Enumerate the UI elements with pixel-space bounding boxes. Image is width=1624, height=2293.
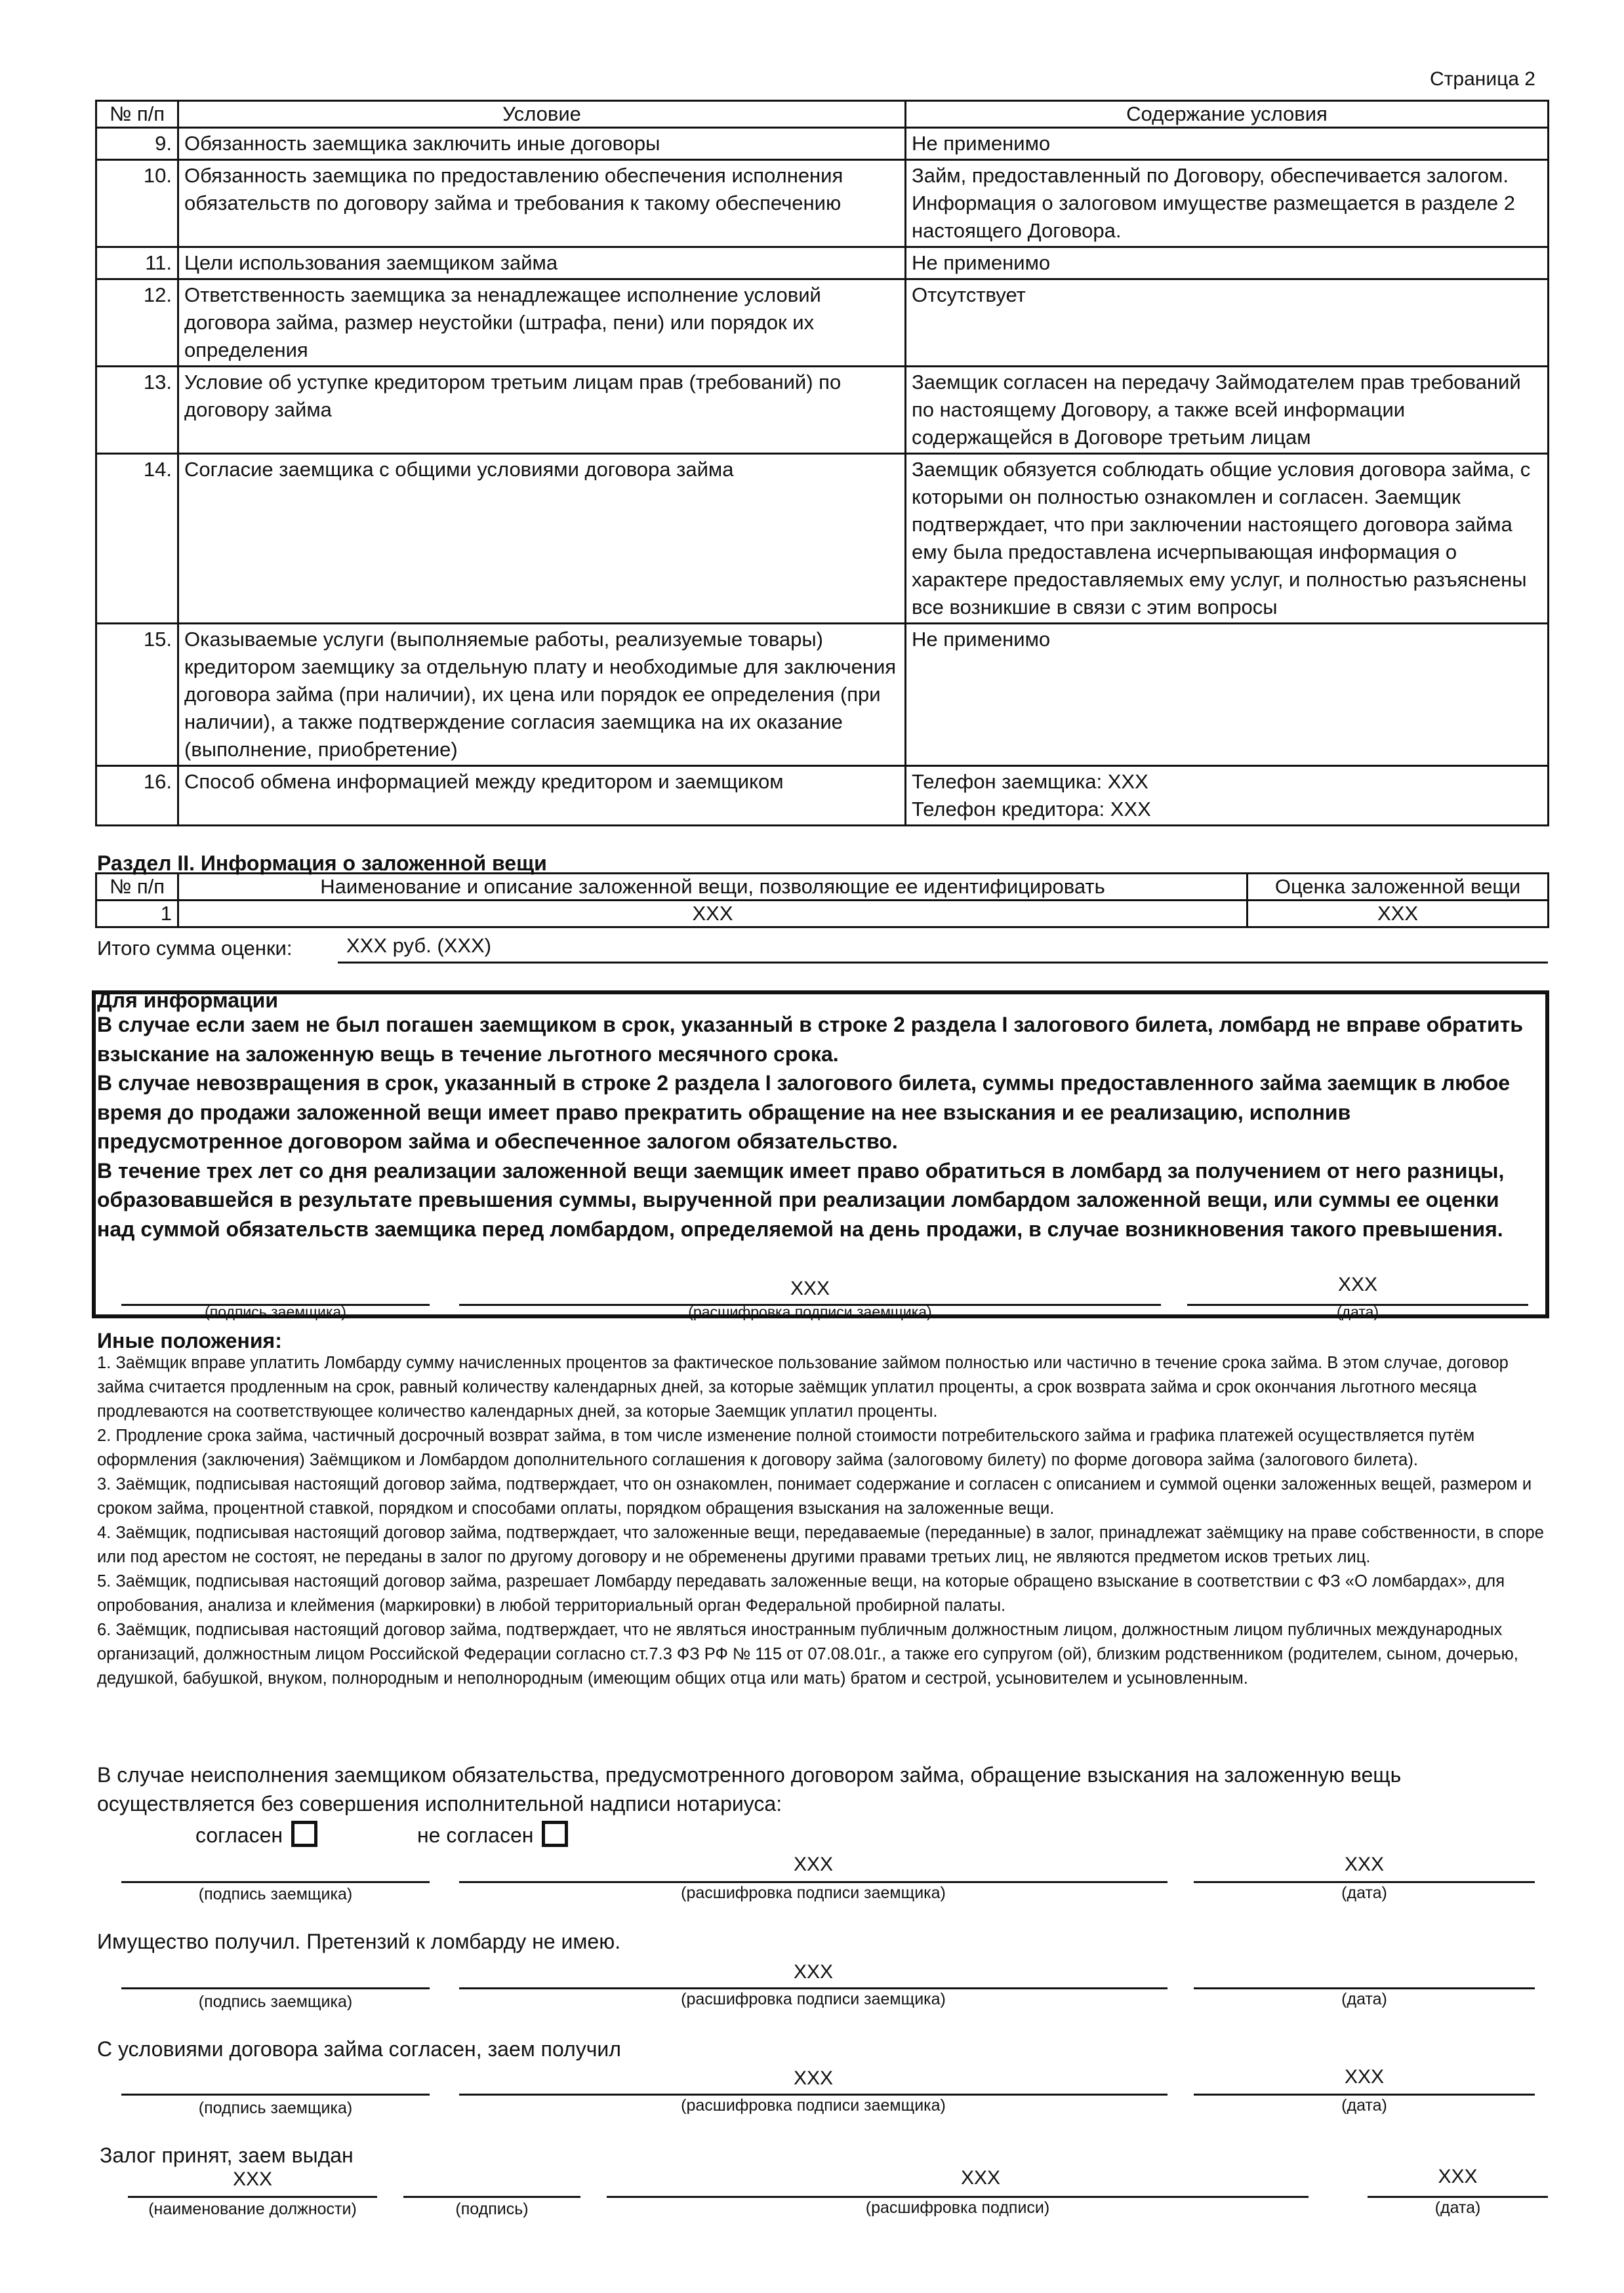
decoding-line: [607, 2196, 1309, 2198]
borrower-decoding-caption: (расшифровка подписи заемщика): [681, 1884, 946, 1902]
table-row: [96, 624, 1549, 766]
agree-label: согласен: [195, 1823, 283, 1847]
table-header-row: [96, 101, 1549, 128]
date-caption: (дата): [1341, 1884, 1387, 1902]
row-number: 15.: [96, 624, 178, 766]
disagree-label: не согласен: [417, 1823, 534, 1847]
borrower-name-value: XXX: [793, 2067, 834, 2089]
provision-item: 2. Продление срока займа, частичный досрочный возврат займа, в том числе изменение полной стоимости потребительского займа и графика платежей осуществляется путём оформления (заключения) Заёмщиком и Ломбардом дополнительного соглашения к договору займа (залоговому билету) по форме договора займа (залогового билета).: [97, 1427, 1475, 1469]
column-header-valuation: Оценка заложенной вещи: [1248, 874, 1549, 901]
row-content: Не применимо: [906, 247, 1549, 279]
decoding-caption: (расшифровка подписи): [865, 2199, 1050, 2217]
position-value: XXX: [232, 2168, 273, 2190]
table-row: [96, 766, 1549, 826]
section-title: Раздел II. Информация о заложенной вещи: [97, 851, 547, 875]
column-header-description: Наименование и описание заложенной вещи, позволяющие ее идентифицировать: [178, 874, 1248, 901]
signature-line: [121, 1881, 430, 1883]
signature-line: [403, 2196, 580, 2198]
date-value: XXX: [1438, 2166, 1478, 2187]
date-value: XXX: [1344, 2066, 1385, 2088]
borrower-decoding-caption: (расшифровка подписи заемщика): [681, 1990, 946, 2008]
info-paragraph: В случае если заем не был погашен заемщиком в срок, указанный в строке 2 раздела I залогового билета, ломбард не вправе обратить взыскание на заложенную вещь в течение льготного месячного срока.: [97, 1013, 1524, 1066]
pledge-table: [95, 872, 1549, 928]
column-header-content: Содержание условия: [906, 101, 1549, 128]
info-box-title: Для информации: [97, 988, 278, 1012]
table-header-row: [96, 874, 1549, 901]
row-description: XXX: [178, 901, 1248, 927]
row-condition: Согласие заемщика с общими условиями договора займа: [178, 454, 906, 624]
date-line: [1194, 1987, 1535, 1989]
borrower-signature-caption: (подпись заемщика): [198, 1885, 353, 1903]
borrower-decoding-caption: (расшифровка подписи заемщика): [681, 2096, 946, 2115]
borrower-decoding-caption: (расшифровка подписи заемщика): [688, 1303, 932, 1320]
disagree-checkbox[interactable]: [542, 1821, 568, 1847]
table-row: [96, 279, 1549, 367]
provision-item: 1. Заёмщик вправе уплатить Ломбарду сумму начисленных процентов за фактическое пользование займом полностью или частично в течение срока займа. В этом случае, договор займа считается продленным на срок, равный количеству календарных дней, за которые заёмщик уплатил проценты, а срок возврата займа и срок окончания льготного месяца продлеваются на соответствующее количество календарных дней, за которые Заемщик уплатил проценты.: [97, 1354, 1509, 1421]
provision-item: 6. Заёмщик, подписывая настоящий договор займа, подтверждает, что не являться иностранным публичным должностным лицом, должностным лицом публичных международных организаций, должностным лицом Российской Федерации согласно ст.7.3 ФЗ РФ № 115 от 07.08.01г., а также его супругом (ой), близким родственником (родителем, сыном, дочерью, дедушкой, бабушкой, внуком, полнородным и неполнородным (имеющим общих отца или мать) братом и сестрой, усыновителем и усыновленным.: [97, 1621, 1518, 1688]
date-value: XXX: [1337, 1274, 1378, 1295]
date-caption: (дата): [1341, 1990, 1387, 2008]
column-header-number: № п/п: [96, 101, 178, 128]
pledge-accepted-text: Залог принят, заем выдан: [100, 2143, 354, 2167]
other-provisions-title: Иные положения:: [97, 1329, 282, 1352]
employee-name-value: XXX: [960, 2167, 1001, 2189]
row-number: 12.: [96, 279, 178, 367]
row-condition: Условие об уступке кредитором третьим лицам прав (требований) по договору займа: [178, 367, 906, 454]
borrower-name-value: XXX: [793, 1961, 834, 1983]
page-number: Страница 2: [1430, 68, 1535, 90]
row-condition: Ответственность заемщика за ненадлежащее исполнение условий договора займа, размер неустойки (штрафа, пени) или порядок их определения: [178, 279, 906, 367]
signature-line: [121, 1987, 430, 1989]
borrower-name-value: XXX: [790, 1278, 830, 1299]
total-underline: [338, 962, 1548, 964]
date-caption: (дата): [1434, 2199, 1481, 2217]
row-content: Телефон заемщика: XXX Телефон кредитора: XXX: [906, 766, 1549, 826]
notary-text: В случае неисполнения заемщиком обязательства, предусмотренного договором займа, обращение взыскания на заложенную вещь осуществляется без совершения исполнительной надписи нотариуса:: [97, 1763, 1402, 1816]
table-row: [96, 247, 1549, 279]
provision-item: 3. Заёмщик, подписывая настоящий договор займа, подтверждает, что он ознакомлен, понимает содержание и согласен с описанием и суммой оценки заложенных вещей, размером и сроком займа, процентной ставкой, порядком и способами оплаты, порядком обращения взыскания на заложенные вещи.: [97, 1475, 1532, 1518]
date-line: [1194, 2094, 1535, 2096]
row-condition: Обязанность заемщика заключить иные договоры: [178, 128, 906, 160]
provision-item: 4. Заёмщик, подписывая настоящий договор займа, подтверждает, что заложенные вещи, передаваемые (переданные) в залог, принадлежат заёмщику на праве собственности, в споре или под арестом не состоят, не переданы в залог по другому договору и не обременены другими правами третьих лиц, не являются предметом исков третьих лиц.: [97, 1524, 1544, 1566]
info-paragraph: В случае невозвращения в срок, указанный в строке 2 раздела I залогового билета, суммы предоставленного займа заемщик в любое время до продажи заложенной вещи имеет право прекратить обращение на нее взыскания и ее реализацию, исполнив предусмотренное договором займа и обеспеченное залогом обязательство.: [97, 1071, 1511, 1153]
row-number: 10.: [96, 160, 178, 247]
signature-line: [121, 2094, 430, 2096]
date-caption: (дата): [1336, 1303, 1379, 1320]
row-condition: Способ обмена информацией между кредитором и заемщиком: [178, 766, 906, 826]
row-number: 9.: [96, 128, 178, 160]
table-row: [96, 454, 1549, 624]
row-number: 16.: [96, 766, 178, 826]
row-number: 1: [96, 901, 178, 927]
borrower-signature-caption: (подпись заемщика): [205, 1303, 346, 1320]
row-condition: Цели использования заемщиком займа: [178, 247, 906, 279]
row-content: Заемщик обязуется соблюдать общие условия договора займа, с которыми он полностью ознакомлен и согласен. Заемщик подтверждает, что при заключении настоящего договора займа ему была предоставлена исчерпывающая информация о характере предоставляемых ему услуг, и полностью разъяснены все возникшие в связи с этим вопросы: [906, 454, 1549, 624]
column-header-number: № п/п: [96, 874, 178, 901]
column-header-condition: Условие: [178, 101, 906, 128]
date-caption: (дата): [1341, 2096, 1387, 2115]
row-valuation: XXX: [1248, 901, 1549, 927]
table-row: [96, 128, 1549, 160]
info-paragraph: В течение трех лет со дня реализации заложенной вещи заемщик имеет право обратиться в ломбард за получением от него разницы, образовавшейся в результате превышения суммы, вырученной при реализации ломбардом заложенной вещи, или суммы ее оценки над суммой обязательств заемщика перед ломбардом, определяемой на день продажи, в случае возникновения такого превышения.: [97, 1158, 1505, 1241]
borrower-signature-caption: (подпись заемщика): [198, 1993, 353, 2011]
row-number: 13.: [96, 367, 178, 454]
provision-item: 5. Заёмщик, подписывая настоящий договор займа, разрешает Ломбарду передавать заложенные вещи, на которые обращено взыскание в соответствии с ФЗ «О ломбардах», для опробования, анализа и клеймения (маркировки) в любой территориальный орган Федеральной пробирной палаты.: [97, 1572, 1505, 1615]
row-condition: Оказываемые услуги (выполняемые работы, реализуемые товары) кредитором заемщику за отдельную плату и необходимые для заключения договора займа (при наличии), их цена или порядок ее определения (при наличии), а также подтверждение согласия заемщика на их оказание (выполнение, приобретение): [178, 624, 906, 766]
row-content: Не применимо: [906, 128, 1549, 160]
decoding-line: [459, 1987, 1167, 1989]
row-content: Не применимо: [906, 624, 1549, 766]
row-number: 11.: [96, 247, 178, 279]
loan-received-text: С условиями договора займа согласен, заем получил: [97, 2037, 621, 2061]
position-caption: (наименование должности): [148, 2200, 357, 2218]
row-content: Отсутствует: [906, 279, 1549, 367]
row-number: 14.: [96, 454, 178, 624]
conditions-table: [95, 100, 1549, 826]
date-value: XXX: [1344, 1854, 1385, 1875]
decoding-line: [459, 1881, 1167, 1883]
property-received-text: Имущество получил. Претензий к ломбарду не имею.: [97, 1930, 621, 1953]
row-condition: Обязанность заемщика по предоставлению обеспечения исполнения обязательств по договору займа и требования к такому обеспечению: [178, 160, 906, 247]
total-label: Итого сумма оценки:: [97, 937, 293, 960]
table-row: [96, 901, 1549, 927]
agree-checkbox[interactable]: [291, 1821, 317, 1847]
date-line: [1194, 1881, 1535, 1883]
other-provisions-text: [97, 1351, 1550, 1691]
total-value: XXX руб. (XXX): [346, 934, 492, 957]
decoding-line: [459, 2094, 1167, 2096]
row-content: Займ, предоставленный по Договору, обеспечивается залогом. Информация о залоговом имуществе размещается в разделе 2 настоящего Договора.: [906, 160, 1549, 247]
date-line: [1368, 2196, 1548, 2198]
borrower-signature-caption: (подпись заемщика): [198, 2099, 353, 2117]
table-row: [96, 367, 1549, 454]
table-row: [96, 160, 1549, 247]
borrower-name-value: XXX: [793, 1854, 834, 1875]
row-content: Заемщик согласен на передачу Займодателем прав требований по настоящему Договору, а также всей информации содержащейся в Договоре третьим лицам: [906, 367, 1549, 454]
signature-caption: (подпись): [455, 2200, 529, 2218]
info-box-text: [97, 1010, 1537, 1244]
position-line: [128, 2196, 377, 2198]
